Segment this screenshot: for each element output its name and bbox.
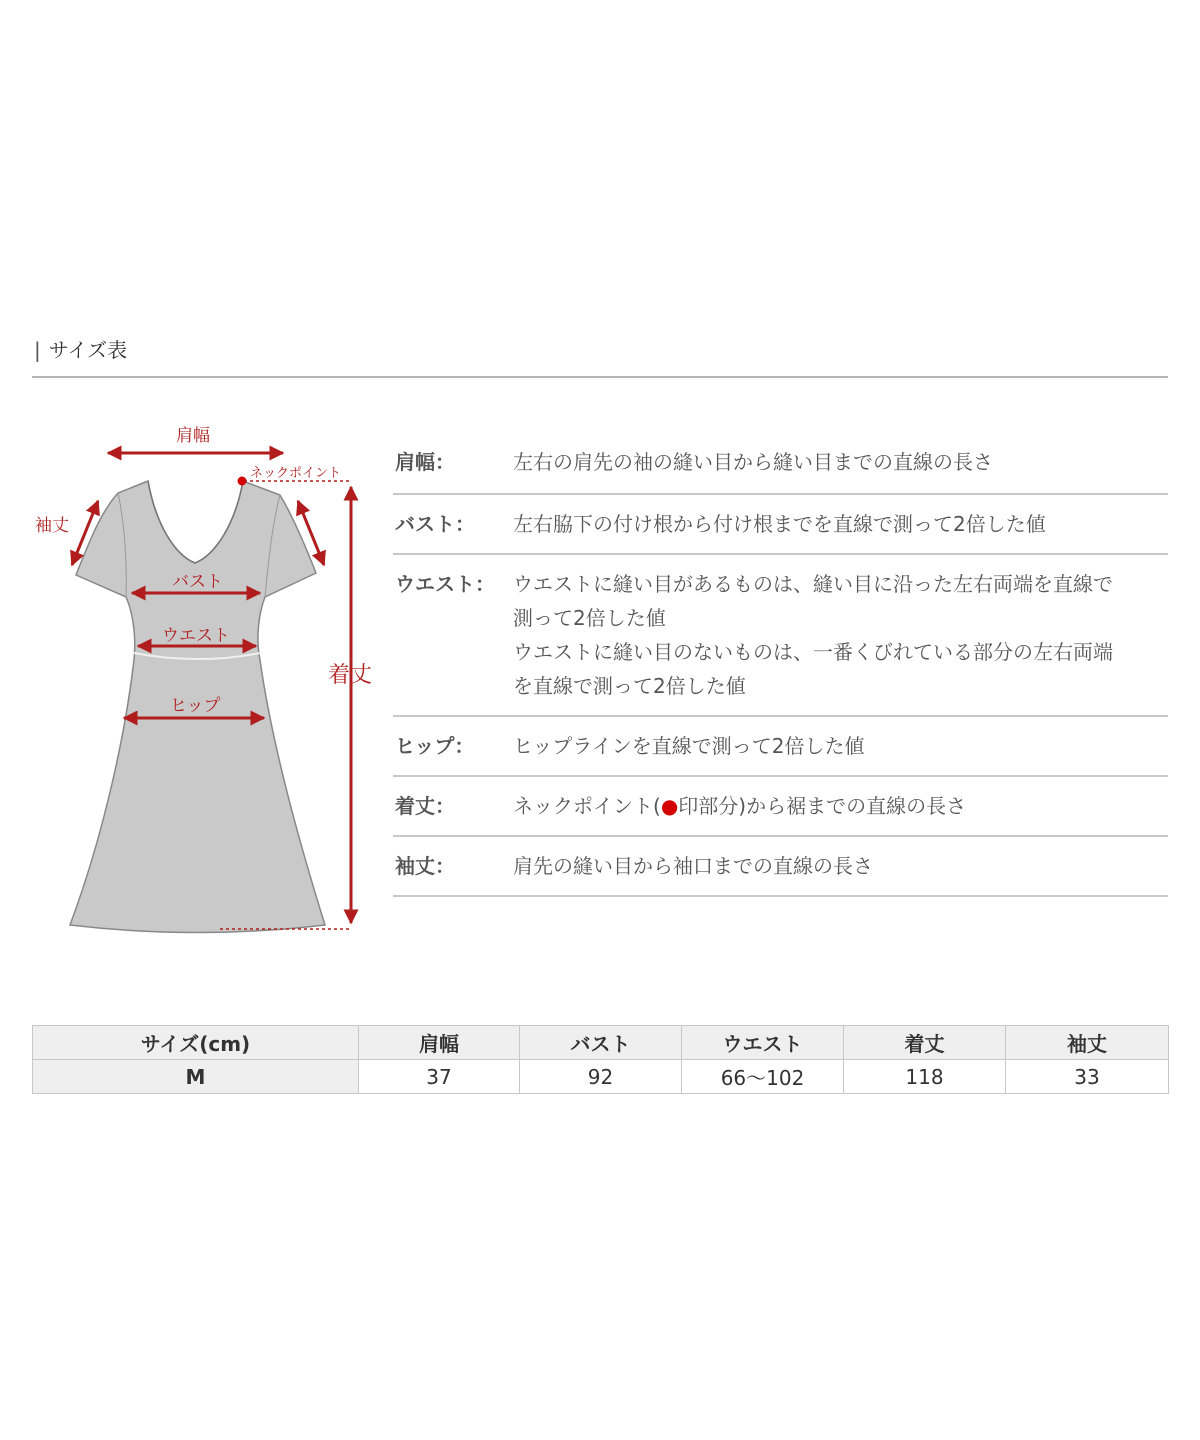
length-label: 着丈 [328, 663, 373, 688]
value-cell: 37 [359, 1060, 520, 1094]
definition-term: ヒップ： [395, 734, 475, 758]
column-header: 着丈 [844, 1026, 1006, 1060]
column-header: サイズ(cm) [33, 1026, 359, 1060]
definition-desc [513, 789, 1168, 823]
table-row [33, 1060, 1169, 1094]
measurement-definitions [393, 435, 1168, 897]
neck-point-label: ネックポイント [250, 466, 342, 481]
definition-desc: 左右の肩先の袖の縫い目から縫い目までの直線の長さ [513, 450, 993, 474]
definition-row-hip [393, 717, 1168, 777]
definition-text: 印部分)から裾までの直線の長さ [678, 794, 967, 818]
garment-diagram [30, 415, 385, 940]
definition-row-bust [393, 495, 1168, 555]
definition-term: バスト： [395, 512, 475, 536]
column-header: ウエスト [682, 1026, 844, 1060]
waist-label: ウエスト [162, 626, 230, 646]
dress-illustration [30, 415, 385, 940]
hip-label: ヒップ [170, 696, 221, 716]
section-title [32, 334, 1168, 363]
size-table [32, 1025, 1169, 1094]
shoulder-label: 肩幅 [176, 426, 210, 446]
definition-row-length [393, 777, 1168, 837]
title-bar: | [34, 338, 41, 362]
definition-row-waist [393, 555, 1168, 717]
definition-row-shoulder [393, 435, 1168, 495]
definition-line: ウエストに縫い目のないものは、一番くびれている部分の左右両端 [513, 640, 1113, 664]
definition-line: ウエストに縫い目があるものは、縫い目に沿った左右両端を直線で [513, 572, 1113, 596]
bust-label: バスト [172, 572, 223, 592]
value-cell: 118 [844, 1060, 1006, 1094]
definition-term: ウエスト： [395, 572, 495, 596]
definition-text: ネックポイント( [513, 794, 661, 818]
column-header: 袖丈 [1006, 1026, 1169, 1060]
definition-desc: ヒップラインを直線で測って2倍した値 [513, 734, 865, 758]
value-cell: 33 [1006, 1060, 1169, 1094]
value-cell: 66〜102 [682, 1060, 844, 1094]
definition-desc: 左右脇下の付け根から付け根までを直線で測って2倍した値 [513, 512, 1046, 536]
section-header [32, 334, 1168, 363]
column-header: 肩幅 [359, 1026, 520, 1060]
section-divider [32, 376, 1168, 378]
neck-point-marker: ● [660, 794, 679, 818]
column-header: バスト [520, 1026, 682, 1060]
definition-row-sleeve [393, 837, 1168, 897]
definition-term: 肩幅： [395, 450, 455, 474]
size-cell: M [33, 1060, 359, 1094]
section-title-text: サイズ表 [48, 338, 128, 362]
definition-line: を直線で測って2倍した値 [513, 674, 746, 698]
definition-desc: 肩先の縫い目から袖口までの直線の長さ [513, 854, 873, 878]
definition-term: 着丈： [395, 794, 455, 818]
sleeve-label: 袖丈 [35, 516, 69, 536]
table-header-row [33, 1026, 1169, 1060]
definition-line: 測って2倍した値 [513, 606, 666, 630]
value-cell: 92 [520, 1060, 682, 1094]
definition-desc [513, 567, 1168, 703]
definition-term: 袖丈： [395, 854, 455, 878]
